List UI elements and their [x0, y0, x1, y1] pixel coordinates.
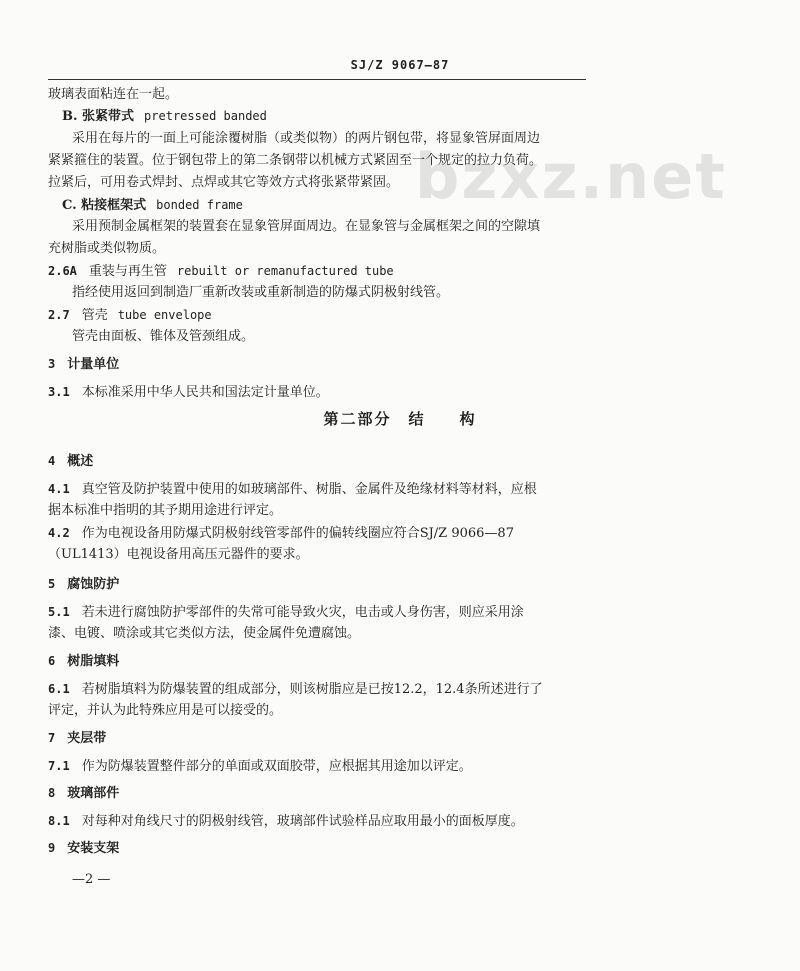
- text-line: 采用预制金属框架的装置套在显象管屏面周边。在显象管与金属框架之间的空隙填: [72, 219, 541, 234]
- item-c-en: bonded frame: [156, 198, 243, 212]
- section-7-heading: 7 夹层带: [48, 731, 107, 746]
- section-9-heading: 9 安装支架: [48, 841, 120, 856]
- clause-4-2: 4.2 作为电视设备用防爆式阴极射线管零部件的偏转线圈应符合SJ/Z 9066—87: [48, 526, 514, 541]
- item-c-title: C. 粘接框架式: [62, 198, 147, 213]
- text-line: 紧紧箍住的装置。位于钢包带上的第二条钢带以机械方式紧固至一个规定的拉力负荷。: [48, 153, 543, 168]
- text-line: （UL1413）电视设备用高压元器件的要求。: [48, 547, 309, 562]
- clause-2-7: 2.7 管壳 tube envelope: [48, 308, 212, 323]
- text-line: 采用在每片的一面上可能涂覆树脂（或类似物）的两片钢包带，将显象管屏面周边: [72, 131, 541, 146]
- section-3-heading: 3 计量单位: [48, 357, 120, 372]
- item-b-en: pretressed banded: [144, 109, 267, 123]
- text-line: 充树脂或类似物质。: [48, 241, 166, 256]
- page-number: —2 —: [72, 872, 111, 887]
- item-b: [62, 107, 267, 126]
- clause-2-6a: 2.6A 重装与再生管 rebuilt or remanufactured tube: [48, 264, 394, 279]
- clause-8-1: 8.1 对每种对角线尺寸的阴极射线管，玻璃部件试验样品应取用最小的面板厚度。: [48, 814, 524, 829]
- text-line: 指经使用返回到制造厂重新改装或重新制造的防爆式阴极射线管。: [72, 285, 450, 300]
- header-rule: [48, 79, 586, 80]
- watermark: bzxz.net: [415, 140, 727, 213]
- clause-5-1: 5.1 若未进行腐蚀防护零部件的失常可能导致火灾，电击或人身伤害，则应采用涂: [48, 605, 524, 620]
- clause-3-1: 3.1 本标准采用中华人民共和国法定计量单位。: [48, 385, 329, 400]
- item-c: [62, 196, 243, 215]
- section-5-heading: 5 腐蚀防护: [48, 577, 120, 592]
- text-line: 拉紧后，可用卷式焊封、点焊或其它等效方式将张紧带紧固。: [48, 175, 400, 190]
- text-line: 玻璃表面粘连在一起。: [48, 87, 179, 102]
- section-6-heading: 6 树脂填料: [48, 654, 120, 669]
- section-4-heading: 4 概述: [48, 454, 94, 469]
- part-title: 第二部分 结 构: [323, 410, 477, 428]
- text-line: 评定，并认为此特殊应用是可以接受的。: [48, 703, 283, 718]
- clause-7-1: 7.1 作为防爆装置整件部分的单面或双面胶带，应根据其用途加以评定。: [48, 759, 472, 774]
- text-line: 据本标准中指明的其予期用途进行评定。: [48, 503, 283, 518]
- text-line: 漆、电镀、喷涂或其它类似方法，使金属件免遭腐蚀。: [48, 626, 361, 641]
- text-line: 管壳由面板、锥体及管颈组成。: [72, 329, 255, 344]
- clause-4-1: 4.1 真空管及防护装置中使用的如玻璃部件、树脂、金属件及绝缘材料等材料，应根: [48, 482, 537, 497]
- page-header: SJ/Z 9067—87: [350, 58, 450, 72]
- item-b-title: B. 张紧带式: [62, 109, 135, 124]
- section-8-heading: 8 玻璃部件: [48, 786, 120, 801]
- clause-6-1: 6.1 若树脂填料为防爆装置的组成部分，则该树脂应是已按12.2，12.4条所述进行了: [48, 682, 543, 697]
